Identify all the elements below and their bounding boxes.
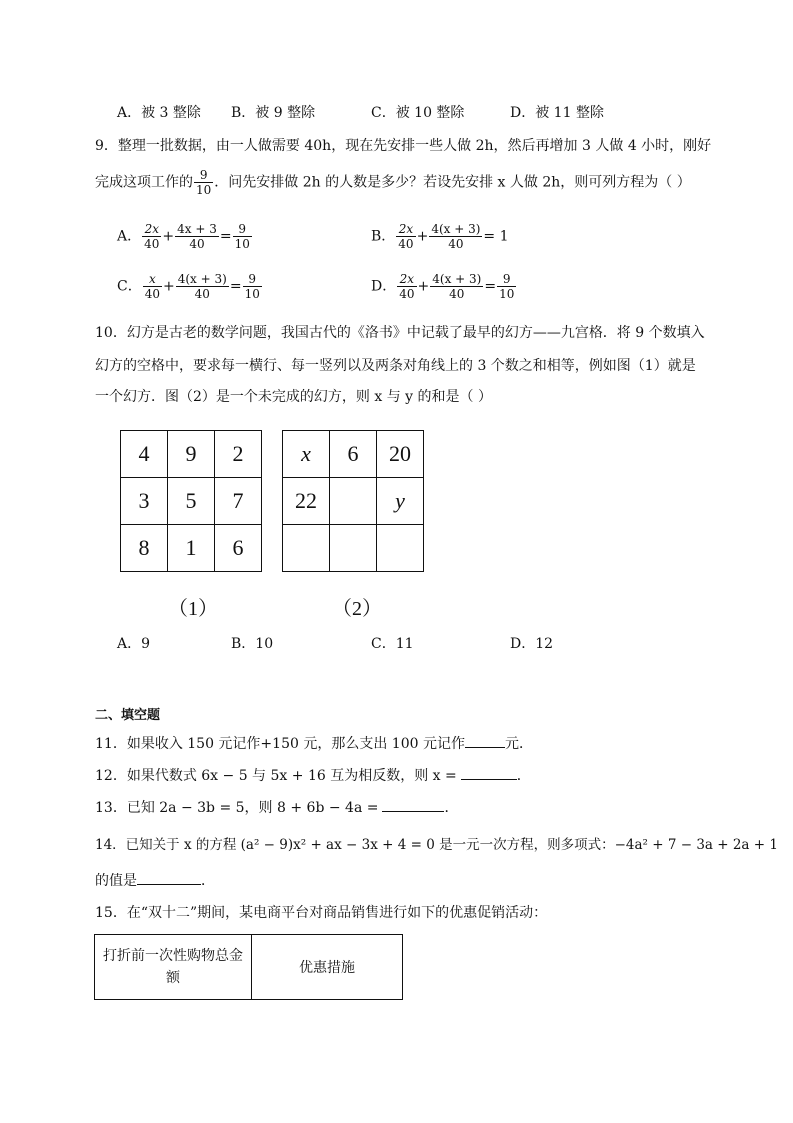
answer-blank	[137, 884, 201, 885]
frac-den: 40	[448, 237, 464, 251]
q9-frac-num: 9	[194, 168, 213, 183]
q12-end: ．	[516, 768, 531, 784]
figure-caption-2: （2）	[332, 598, 382, 620]
table-header-amount: 打折前一次性购物总金额	[95, 935, 252, 1000]
q8-option-d: D．被 11 整除	[510, 105, 604, 121]
frac-num: 2x	[397, 272, 416, 287]
frac-den: 10	[234, 237, 250, 251]
q8-option-c: C．被 10 整除	[371, 105, 465, 121]
grid2-cell: 6	[330, 431, 377, 478]
frac-num: 2x	[142, 222, 161, 237]
q14-text-line2	[95, 870, 215, 890]
q9-frac-den: 10	[196, 183, 212, 197]
grid1-cell: 9	[168, 431, 215, 478]
frac-num: 2x	[396, 222, 415, 237]
plus-sign: +	[163, 278, 175, 295]
q9-text-line1: 9．整理一批数据，由一人做需要 40h，现在先安排一些人做 2h，然后再增加 3 人做 4 小时，刚好	[95, 138, 712, 154]
frac-den: 10	[499, 287, 515, 301]
equals-one: = 1	[483, 228, 509, 245]
answer-blank	[382, 811, 444, 812]
frac-den: 40	[399, 287, 415, 301]
grid1-cell: 2	[215, 431, 262, 478]
frac-den: 40	[194, 287, 210, 301]
grid2-cell-x: x	[283, 431, 330, 478]
grid1-cell: 7	[215, 478, 262, 525]
option-label: B．	[371, 228, 396, 245]
frac-den: 40	[398, 237, 414, 251]
equals-sign: =	[229, 278, 242, 295]
grid1-cell: 4	[121, 431, 168, 478]
magic-square-1	[120, 430, 262, 572]
magic-square-2	[282, 430, 424, 572]
grid1-cell: 1	[168, 525, 215, 572]
q10-option-c: C．11	[371, 636, 414, 652]
grid2-cell	[377, 525, 424, 572]
q13-body: 13．已知 2a − 3b = 5，则 8 + 6b − 4a =	[95, 800, 379, 816]
grid2-cell	[330, 478, 377, 525]
frac-num: 4(x + 3)	[431, 222, 481, 236]
q11-end: 元．	[504, 736, 533, 752]
q9-line2-pre: 完成这项工作的	[95, 174, 193, 191]
q14-text-line1: 14．已知关于 x 的方程 (a² − 9)x² + ax − 3x + 4 = 0 是一元一次方程，则多项式：−4a² + 7 − 3a + 2a + 1	[95, 837, 778, 853]
q11-text	[95, 733, 533, 753]
grid2-cell: 20	[377, 431, 424, 478]
frac-num: 4x + 3	[177, 222, 217, 236]
frac-num: 9	[233, 222, 252, 237]
grid2-cell	[330, 525, 377, 572]
equals-sign: =	[484, 278, 497, 295]
frac-num: 4(x + 3)	[177, 272, 227, 286]
option-label: C．	[117, 278, 142, 295]
grid1-cell: 6	[215, 525, 262, 572]
grid1-cell: 8	[121, 525, 168, 572]
q10-text-line3: 一个幻方．图（2）是一个未完成的幻方，则 x 与 y 的和是（ ）	[95, 389, 492, 405]
equals-sign: =	[219, 228, 232, 245]
frac-num: x	[143, 272, 162, 287]
q14-body: 的值是	[95, 873, 137, 889]
q8-option-b: B．被 9 整除	[231, 105, 316, 121]
q9-line2-post: ．问先安排做 2h 的人数是多少？若设先安排 x 人做 2h，则可列方程为（ ）	[214, 174, 691, 191]
grid2-cell	[283, 525, 330, 572]
frac-den: 40	[449, 287, 465, 301]
plus-sign: +	[416, 228, 429, 245]
answer-blank	[461, 779, 517, 780]
q10-option-b: B．10	[231, 636, 274, 652]
q8-option-a: A．被 3 整除	[117, 105, 201, 121]
option-label: D．	[371, 278, 397, 295]
grid2-cell: 22	[283, 478, 330, 525]
frac-den: 10	[244, 287, 260, 301]
plus-sign: +	[417, 278, 430, 295]
frac-den: 40	[189, 237, 205, 251]
table-header-discount: 优惠措施	[252, 935, 403, 1000]
frac-num: 9	[243, 272, 262, 287]
q12-body: 12．如果代数式 6x − 5 与 5x + 16 互为相反数，则 x =	[95, 768, 457, 784]
frac-den: 40	[144, 287, 160, 301]
q9-text-line2	[95, 168, 691, 197]
q10-option-a: A．9	[117, 636, 151, 652]
frac-num: 4(x + 3)	[432, 272, 482, 286]
q9-option-b	[371, 222, 509, 251]
figure-caption-1: （1）	[168, 598, 218, 620]
grid1-cell: 3	[121, 478, 168, 525]
q14-end: ．	[201, 873, 215, 889]
q9-option-c	[117, 272, 263, 301]
q10-text-line2: 幻方的空格中，要求每一横行、每一竖列以及两条对角线上的 3 个数之和相等，例如图（1）就是	[95, 358, 696, 374]
q11-body: 11．如果收入 150 元记作+150 元，那么支出 100 元记作	[95, 736, 465, 752]
answer-blank	[465, 747, 505, 748]
q10-text-line1: 10．幻方是古老的数学问题，我国古代的《洛书》中记载了最早的幻方——九宫格．将 9 个数填入	[95, 325, 705, 341]
plus-sign: +	[162, 228, 175, 245]
q9-fraction	[194, 168, 213, 197]
q13-text	[95, 797, 458, 817]
q12-text	[95, 765, 531, 785]
frac-num: 9	[497, 272, 516, 287]
frac-den: 40	[144, 237, 160, 251]
q9-option-a	[117, 222, 253, 251]
grid2-cell-y: y	[377, 478, 424, 525]
section-title: 二、填空题	[95, 708, 161, 723]
q13-end: ．	[444, 800, 459, 816]
q9-option-d	[371, 272, 517, 301]
grid1-cell: 5	[168, 478, 215, 525]
q15-text: 15．在“双十二”期间，某电商平台对商品销售进行如下的优惠促销活动：	[95, 905, 548, 921]
option-label: A．	[117, 228, 142, 245]
q10-option-d: D．12	[510, 636, 554, 652]
promotion-table	[94, 934, 403, 1000]
